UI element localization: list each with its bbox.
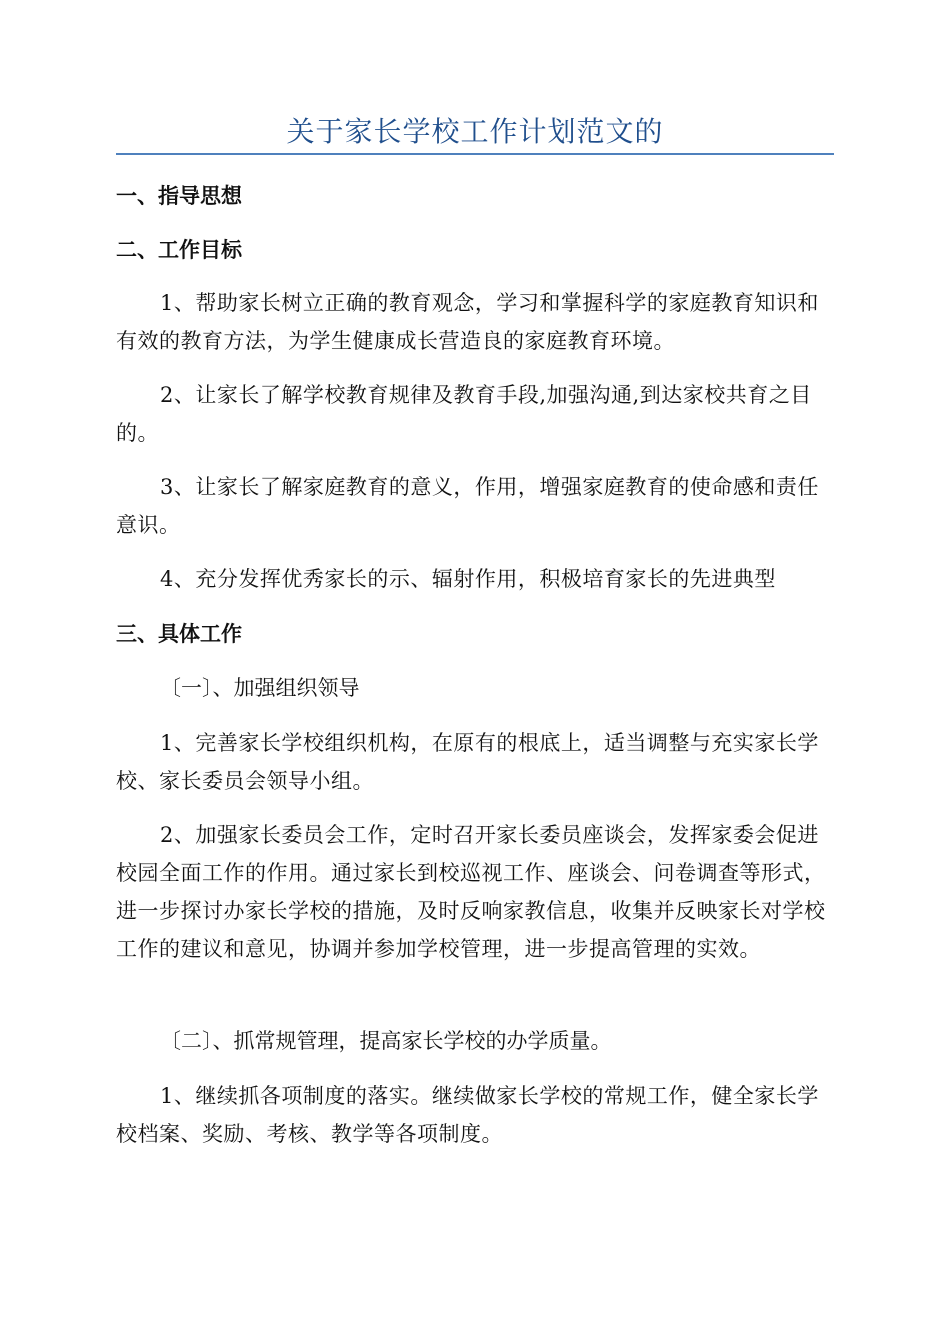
goal-paragraph-3: 3、让家长了解家庭教育的意义，作用，增强家庭教育的使命感和责任意识。 [116,475,819,537]
work-paragraph-3: 1、继续抓各项制度的落实。继续做家长学校的常规工作，健全家长学校档案、奖励、考核、教学等各项制度。 [116,1084,819,1146]
work-paragraph-1: 1、完善家长学校组织机构，在原有的根底上，适当调整与充实家长学校、家长委员会领导小组。 [116,731,819,793]
subsection-heading-1: 〔一〕、加强组织领导 [160,676,360,700]
goal-paragraph-2: 2、让家长了解学校教育规律及教育手段,加强沟通,到达家校共育之目的。 [116,383,812,445]
title-underline [116,153,834,155]
section-heading-specific-work: 三、具体工作 [116,622,242,646]
section-heading-work-goals: 二、工作目标 [116,238,242,262]
goal-paragraph-4: 4、充分发挥优秀家长的示、辐射作用，积极培育家长的先进典型 [160,567,776,591]
work-paragraph-2: 2、加强家长委员会工作，定时召开家长委员座谈会，发挥家委会促进校园全面工作的作用。通过家长到校巡视工作、座谈会、问卷调查等形式，进一步探讨办家长学校的措施，及时反响家教信息，收集并反映家长对学校工作的建议和意见，协调并参加学校管理，进一步提高管理的实效。 [116,823,826,961]
subsection-heading-2: 〔二〕、抓常规管理，提高家长学校的办学质量。 [160,1029,612,1053]
document-title: 关于家长学校工作计划范文的 [286,115,664,148]
section-heading-guiding-thought: 一、指导思想 [116,184,242,208]
goal-paragraph-1: 1、帮助家长树立正确的教育观念，学习和掌握科学的家庭教育知识和有效的教育方法，为学生健康成长营造良的家庭教育环境。 [116,291,819,353]
